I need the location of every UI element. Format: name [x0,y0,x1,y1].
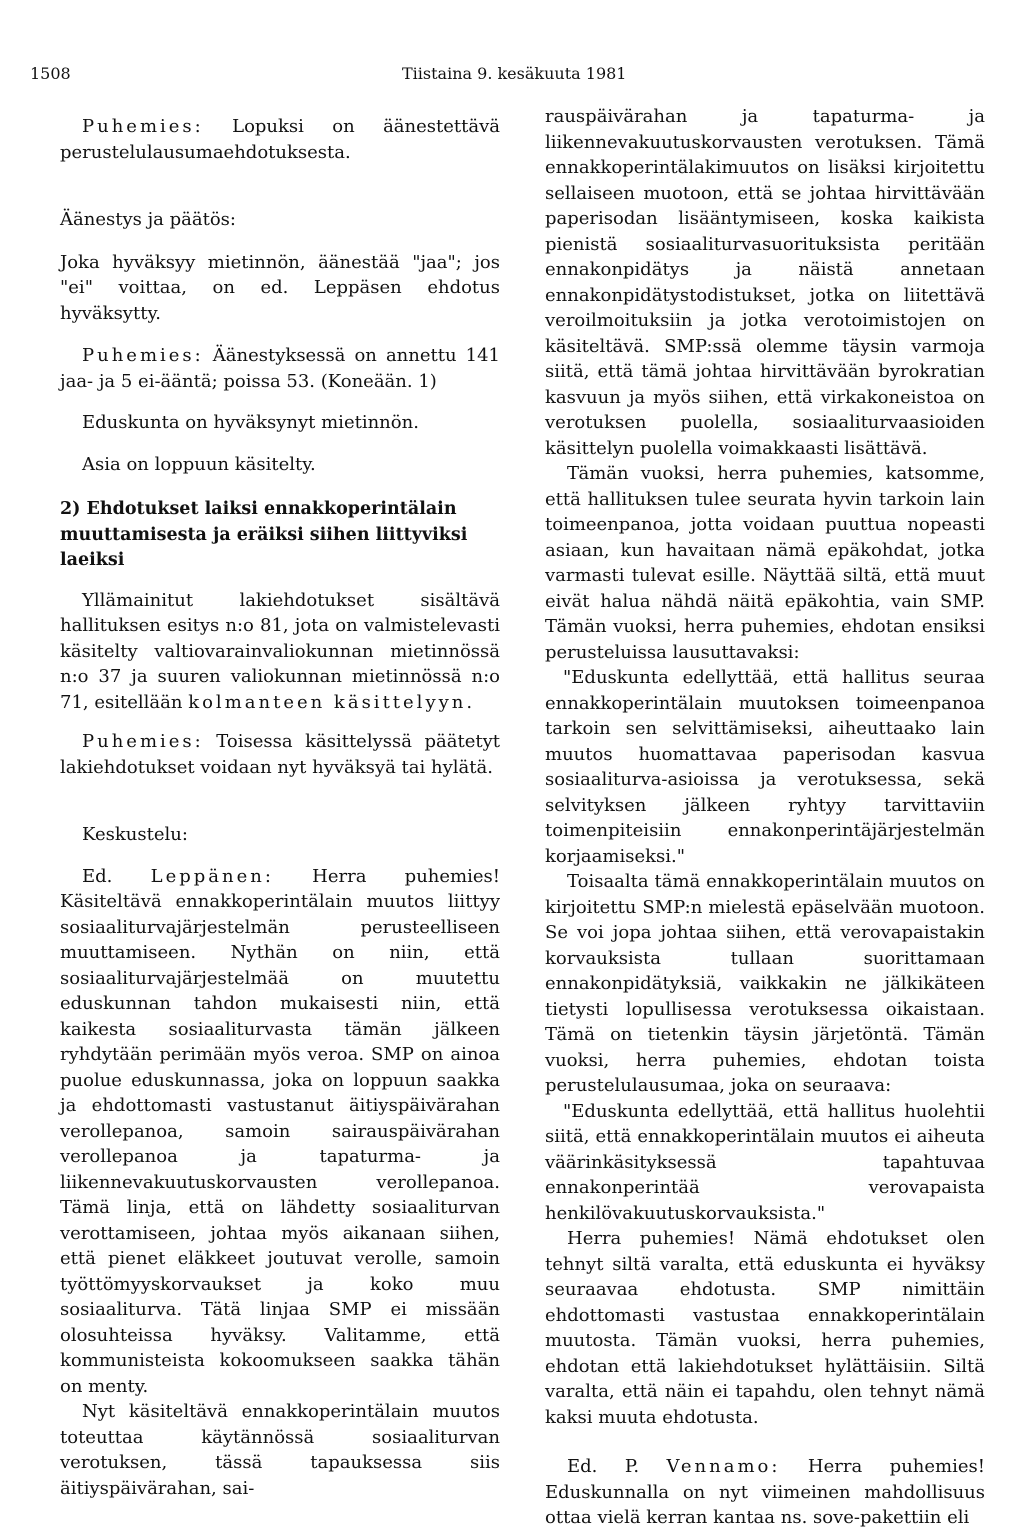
paragraph-text: Lopuksi on äänestettävä perustelulausumaehdotuksesta. [60,116,500,163]
speech-paragraph-1 [60,864,500,1400]
speech-paragraph-2: Nyt käsiteltävä ennakkoperintälain muutos toteuttaa käytännössä sosiaaliturvan verotuksen, tässä tapauksessa siis äitiyspäivärahan, sai- [60,1401,500,1499]
section-intro-text: Yllämainitut lakiehdotukset sisältävä hallituksen esitys n:o 81, jota on valmistelevasti käsitelty valtiovarainvaliokunnan mietinnössä n:o 37 ja suuren valiokunnan mietinnössä n:o 71, esitellään [60,589,500,713]
paragraph-text: Herra puhemies! Käsiteltävä ennakkoperintälain muutos liittyy sosiaaliturvajärjestelmän perusteelliseen muuttamiseen. Nythän on niin, että sosiaaliturvajärjestelmää on muutettu eduskunnan tahdon mukaisesti niin, että kaikesta sosiaaliturvasta tämän jälkeen ryhdytään perimään myös veroa. SMP on ainoa puolue eduskunnassa, joka on loppuun saakka ja ehdottomasti vastustanut äitiyspäivärahan verollepanoa, samoin sairauspäivärahan verollepanoa ja tapaturma- ja liikennevakuutuskorvausten verollepanoa. Tämä linja, että on lähdetty sosiaaliturvan verottamiseen, johtaa myös aikanaan siihen, että pienet eläkkeet joutuvat verolle, samoin työttömyyskorvaukset ja koko muu sosiaaliturva. Tätä linjaa SMP ei missään olosuhteissa hyväksy. Valitamme, että kommunisteista kokoomukseen saakka tähän on menty. [60,865,500,1397]
vote-text: Joka hyväksyy mietinnön, äänestää "jaa"; jos "ei" voittaa, on ed. Leppäsen ehdotus hyväksytty. [60,251,500,324]
approval-text: Eduskunta on hyväksynyt mietinnön. [82,412,419,433]
speaker-name: Vennamo: [666,1456,781,1477]
speaker-prefix: Ed. [82,865,113,887]
section-intro [60,588,500,716]
right-column [545,104,985,1531]
section-heading: 2) Ehdotukset laiksi ennakkoperintälain muuttamisesta ja eräiksi siihen liittyviksi laeiksi [60,499,468,570]
speaker-paragraph-3 [60,729,500,780]
speaker-name: Puhemies: [82,116,204,137]
page-date: Tiistaina 9. kesäkuuta 1981 [402,64,627,83]
vote-heading: Äänestys ja päätös: [60,209,236,230]
page-number: 1508 [30,64,71,83]
speaker-name: Leppänen: [150,865,274,887]
paragraph-text: Herra puhemies! Eduskunnalla on nyt viimeinen mahdollisuus ottaa vielä kerran kantaa ns. sove-pakettiin eli [545,1456,985,1528]
speaker-name: Puhemies: [82,731,204,752]
paragraph-text: Äänestyksessä on annettu 141 jaa- ja 5 ei-ääntä; poissa 53. (Koneään. 1) [60,345,500,392]
speaker-prefix: Ed. P. [567,1456,640,1477]
speaker-paragraph-2 [60,343,500,394]
speaker-paragraph-1 [60,114,500,165]
closing-text: Asia on loppuun käsitelty. [82,453,316,475]
left-column [60,104,500,1501]
speech-paragraph-3 [545,1454,985,1531]
paragraph-text: Toisessa käsittelyssä päätetyt lakiehdotukset voidaan nyt hyväksyä tai hylätä. [60,731,500,778]
discussion-heading: Keskustelu: [82,824,188,845]
quote-1: "Eduskunta edellyttää, että hallitus seuraa ennakkoperintälain muutoksen toimeenpanoa tarkoin sen selvittämiseksi, aiheuttaako lain muutos huomattavaa paperisodan kasvua sosiaaliturva-asioissa ja verotuksessa, sekä selvityksen jälkeen ryhtyy tarvittaviin toimenpiteisiin ennakonperintäjärjestelmän korjaamiseksi." [545,667,985,867]
right-paragraph-3: Toisaalta tämä ennakkoperintälain muutos on kirjoitettu SMP:n mielestä epäselvään muotoon. Se voi jopa johtaa siihen, että verovapaistakin korvauksista tullaan suorittamaan ennakonpidätyksiä, vaikkakin ne jälkikäteen tietysti lopullisessa verotuksessa oikaistaan. Tämä on tietenkin täysin järjetöntä. Tämän vuoksi, herra puhemies, ehdotan toista perustelulausumaa, joka on seuraava: [545,871,985,1096]
right-paragraph-1: rauspäivärahan ja tapaturma- ja liikennevakuutuskorvausten verotuksen. Tämä ennakkoperintälakimuutos on lisäksi kirjoitettu sellaiseen muotoon, että se johtaa hirvittävään paperisodan lisääntymiseen, koska kaikista pienistä sosiaaliturvasuorituksista peritään ennakonpidätys ja näistä annetaan ennakonpidätystodistukset, jotka on liitettävä veroilmoituksiin ja jotka verotoimistojen on käsiteltävä. SMP:ssä olemme täysin varmoja siitä, että tämä johtaa hirvittävään byrokratian kasvuun ja myös siihen, että virkakoneistoa on verotuksen puolella, sosiaaliturvaasioiden käsittelyn puolella voimakkaasti lisättävä. [545,106,985,459]
right-paragraph-2: Tämän vuoksi, herra puhemies, katsomme, että hallituksen tulee seurata hyvin tarkoin lain toimeenpanoa, jotta voidaan puuttua nopeasti asiaan, kun havaitaan nämä epäkohdat, jotka varmasti tulevat esille. Näyttää siltä, että muut eivät halua nähdä näitä epäkohtia, vain SMP. Tämän vuoksi, herra puhemies, ehdotan ensiksi perusteluissa lausuttavaksi: [545,463,985,663]
speaker-name: Puhemies: [82,345,204,366]
right-paragraph-4: Herra puhemies! Nämä ehdotukset olen tehnyt siltä varalta, että eduskunta ei hyväksy seuraavaa ehdotusta. SMP nimittäin ehdottomasti vastustaa ennakkoperintälain muutosta. Tämän vuoksi, herra puhemies, ehdotan että lakiehdotukset hylättäisiin. Siltä varalta, että näin ei tapahdu, olen tehnyt nämä kaksi muuta ehdotusta. [545,1228,985,1428]
section-intro-emphasis: kolmanteen käsittelyyn. [188,691,476,713]
quote-2: "Eduskunta edellyttää, että hallitus huolehtii siitä, että ennakkoperintälain muutos ei aiheuta väärinkäsityksessä tapahtuvaa ennakonperintää verovapaista henkilövakuutuskorvauksista." [545,1100,985,1224]
